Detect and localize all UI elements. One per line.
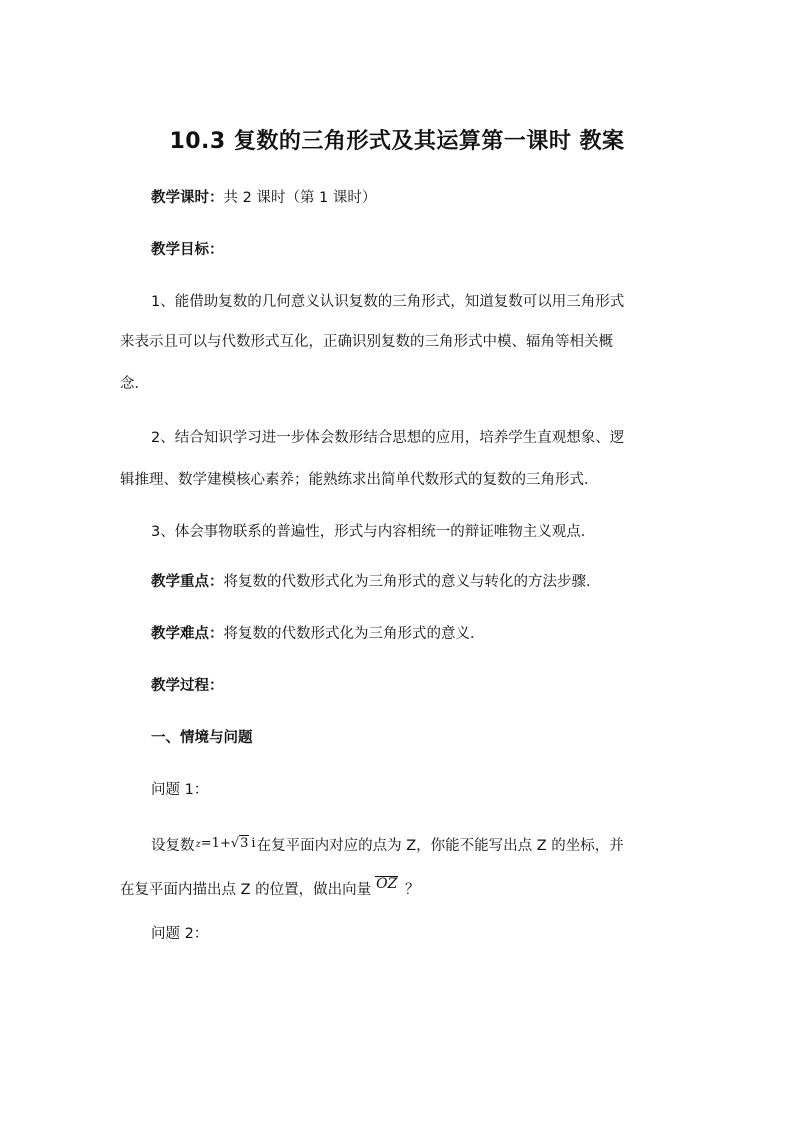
key-point-text: 将复数的代数形式化为三角形式的意义与转化的方法步骤． — [223, 574, 601, 590]
sqrt-symbol: √3 — [230, 836, 249, 851]
question-1-label: 问题 1： — [151, 782, 209, 798]
difficulty-text: 将复数的代数形式化为三角形式的意义． — [223, 626, 485, 642]
question-2-label: 问题 2： — [151, 926, 209, 942]
question-1-prefix: 设复数 — [151, 838, 195, 854]
document-title: 10.3 复数的三角形式及其运算第一课时 教案 — [169, 129, 625, 154]
teaching-hours-label: 教学课时： — [151, 190, 224, 206]
teaching-process-label: 教学过程： — [151, 678, 224, 694]
formula-z: z — [195, 839, 201, 850]
sqrt-radicand: 3 — [240, 836, 249, 851]
section-1-heading: 一、情境与问题 — [151, 730, 253, 746]
vector-oz: OZ — [376, 876, 398, 892]
goal-2-line-1: 2、结合知识学习进一步体会数形结合思想的应用，培养学生直观想象、逻 — [151, 430, 625, 446]
question-1-line-2 — [120, 876, 419, 900]
difficulty-label: 教学难点： — [151, 626, 224, 642]
goal-1-line-2: 来表示且可以与代数形式互化，正确识别复数的三角形式中模、辐角等相关概 — [120, 334, 613, 350]
question-1-text: 在复平面内对应的点为 Z，你能不能写出点 Z 的坐标，并 — [256, 838, 624, 854]
key-point — [151, 572, 601, 592]
formula-equals-one-plus: =1+ — [200, 836, 231, 851]
difficulty-point — [151, 624, 485, 644]
goal-1-line-1: 1、能借助复数的几何意义认识复数的三角形式，知道复数可以用三角形式 — [151, 294, 625, 310]
teaching-hours — [151, 188, 376, 208]
formula-imaginary-unit: i — [251, 836, 256, 851]
teaching-goals-label: 教学目标： — [151, 242, 224, 258]
question-1-question-mark: ？ — [404, 882, 420, 898]
key-point-label: 教学重点： — [151, 574, 224, 590]
question-1-line-1 — [151, 834, 624, 856]
teaching-hours-text: 共 2 课时（第 1 课时） — [223, 190, 377, 206]
question-1-line-2-text: 在复平面内描出点 Z 的位置，做出向量 — [120, 882, 372, 898]
goal-1-line-3: 念． — [120, 376, 149, 392]
goal-3-line-1: 3、体会事物联系的普遍性，形式与内容相统一的辩证唯物主义观点． — [151, 524, 596, 540]
complex-number-formula — [196, 834, 256, 855]
goal-2-line-2: 辑推理、数学建模核心素养；能熟练求出简单代数形式的复数的三角形式． — [120, 472, 599, 488]
